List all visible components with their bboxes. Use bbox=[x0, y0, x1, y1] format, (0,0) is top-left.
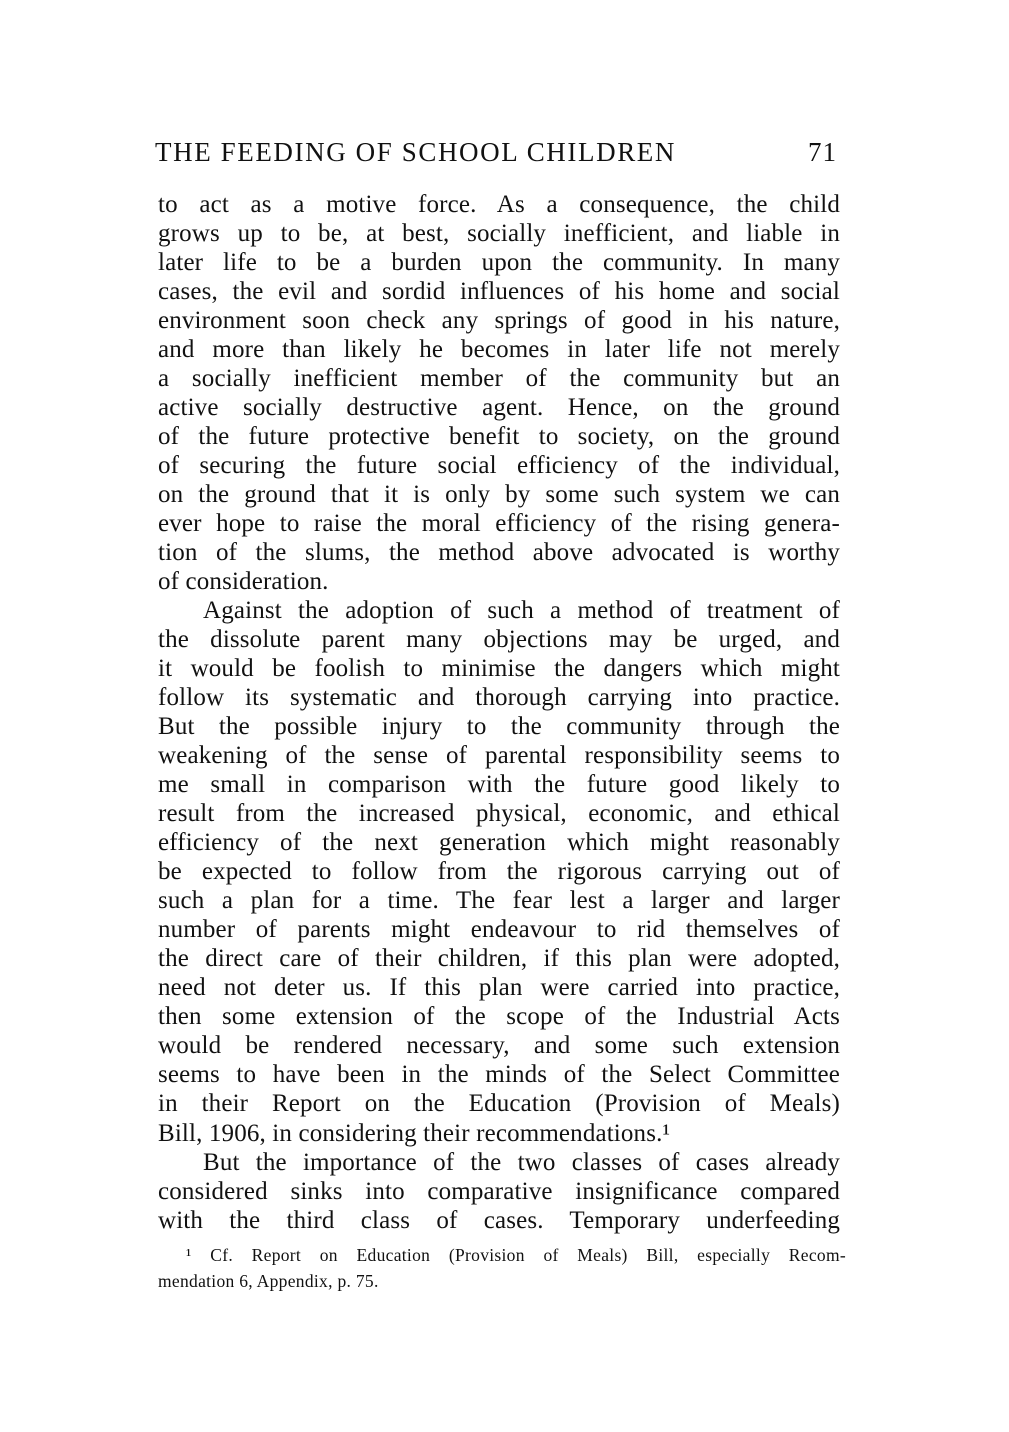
body-line: be expected to follow from the rigorous carrying out of bbox=[158, 858, 840, 886]
body-line: Bill, 1906, in considering their recommendations.¹ bbox=[158, 1119, 671, 1147]
body-line: it would be foolish to minimise the dangers which might bbox=[158, 655, 840, 683]
body-line: in their Report on the Education (Provision of Meals) bbox=[158, 1090, 840, 1118]
running-head bbox=[155, 134, 837, 170]
body-line: then some extension of the scope of the Industrial Acts bbox=[158, 1003, 840, 1031]
body-line: to act as a motive force. As a consequence, the child bbox=[158, 191, 840, 218]
paragraph-start-line: But the importance of the two classes of cases already bbox=[203, 1148, 840, 1176]
body-line: grows up to be, at best, socially inefficient, and liable in bbox=[158, 220, 840, 248]
body-line: tion of the slums, the method above advocated is worthy bbox=[158, 539, 840, 567]
running-title: THE FEEDING OF SCHOOL CHILDREN bbox=[155, 137, 676, 167]
body-text bbox=[158, 190, 840, 1235]
body-line: seems to have been in the minds of the Select Committee bbox=[158, 1061, 840, 1089]
body-line: weakening of the sense of parental responsibility seems to bbox=[158, 742, 840, 770]
body-line: the dissolute parent many objections may be urged, and bbox=[158, 626, 840, 654]
body-line: and more than likely he becomes in later life not merely bbox=[158, 336, 840, 364]
footnote-line: ¹ Cf. Report on Education (Provision of Meals) Bill, especially Recom- bbox=[186, 1245, 846, 1265]
body-line: ever hope to raise the moral efficiency of the rising genera- bbox=[158, 510, 840, 538]
paragraph-start-line: Against the adoption of such a method of treatment of bbox=[203, 597, 840, 625]
body-line: later life to be a burden upon the community. In many bbox=[158, 249, 840, 277]
body-line: But the possible injury to the community through the bbox=[158, 713, 840, 741]
footnote bbox=[158, 1242, 846, 1294]
body-line: would be rendered necessary, and some such extension bbox=[158, 1032, 840, 1060]
body-line: the direct care of their children, if this plan were adopted, bbox=[158, 945, 840, 973]
page-number: 71 bbox=[808, 137, 837, 167]
body-line: of the future protective benefit to society, on the ground bbox=[158, 423, 840, 451]
body-line: cases, the evil and sordid influences of his home and social bbox=[158, 278, 840, 306]
body-line: result from the increased physical, economic, and ethical bbox=[158, 800, 840, 828]
body-line: number of parents might endeavour to rid themselves of bbox=[158, 916, 840, 944]
body-line: efficiency of the next generation which might reasonably bbox=[158, 829, 840, 857]
body-line: me small in comparison with the future good likely to bbox=[158, 771, 840, 799]
body-line: with the third class of cases. Temporary underfeeding bbox=[158, 1206, 840, 1234]
body-line: follow its systematic and thorough carrying into practice. bbox=[158, 684, 840, 712]
body-line: considered sinks into comparative insignificance compared bbox=[158, 1177, 840, 1205]
body-line: on the ground that it is only by some such system we can bbox=[158, 481, 840, 509]
body-line: of consideration. bbox=[158, 568, 329, 596]
body-line: need not deter us. If this plan were carried into practice, bbox=[158, 974, 840, 1002]
footnote-line: mendation 6, Appendix, p. 75. bbox=[158, 1271, 379, 1291]
body-line: environment soon check any springs of good in his nature, bbox=[158, 307, 840, 335]
body-line: active socially destructive agent. Hence, on the ground bbox=[158, 394, 840, 422]
body-line: a socially inefficient member of the community but an bbox=[158, 365, 840, 393]
body-line: such a plan for a time. The fear lest a larger and larger bbox=[158, 887, 840, 915]
body-line: of securing the future social efficiency of the individual, bbox=[158, 452, 840, 480]
